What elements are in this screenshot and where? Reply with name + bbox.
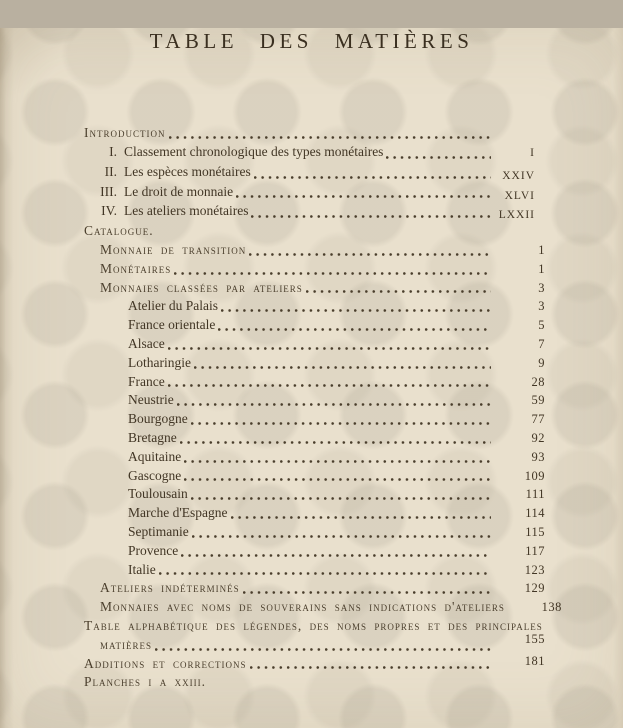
toc-row: [84, 655, 545, 674]
dot-leader: [177, 402, 491, 407]
dot-leader: [231, 515, 491, 520]
toc-row-page: LXXII: [498, 209, 535, 222]
toc-row: [84, 617, 545, 636]
toc-row-page: 1: [538, 243, 545, 258]
toc-row-label: Lotharingie: [128, 354, 191, 370]
toc-row-page: 28: [531, 374, 545, 389]
toc-row: [128, 429, 545, 448]
toc-row-label: Monnaies classées par ateliers: [100, 279, 303, 295]
toc-row-label: Ateliers indéterminés: [100, 580, 240, 596]
toc-row-page: 5: [538, 318, 545, 333]
toc-row: [128, 561, 545, 580]
dot-leader: [169, 135, 492, 140]
dot-leader: [250, 665, 492, 670]
toc-row: [100, 598, 562, 617]
dot-leader: [306, 289, 491, 294]
dot-leader: [181, 553, 491, 558]
toc-row-label: Monétaires: [100, 260, 172, 276]
toc-row-page: 59: [531, 393, 545, 408]
toc-row: [84, 222, 545, 241]
dot-leader: [191, 421, 491, 426]
toc-row-label: Bretagne: [128, 430, 177, 446]
toc-row: [100, 631, 545, 655]
toc-row-page: 181: [524, 653, 545, 668]
toc-row-label: Le droit de monnaie: [124, 183, 234, 199]
toc-row: [84, 202, 545, 222]
toc-row-label: France orientale: [128, 317, 216, 333]
toc-row: [128, 485, 545, 504]
toc-row: [128, 354, 545, 373]
toc-row-page: I: [530, 147, 535, 160]
toc-row: [84, 143, 545, 163]
toc-row: [128, 335, 545, 354]
toc-row-page: 117: [525, 543, 545, 558]
toc-row: [128, 504, 545, 523]
toc-row-label: Gascogne: [128, 467, 182, 483]
toc-row-label: Catalogue.: [84, 223, 154, 239]
toc-row: [128, 542, 545, 561]
toc-row: [100, 279, 545, 298]
toc-row-page: 138: [541, 600, 562, 615]
toc-row-page: 109: [524, 468, 545, 483]
toc-row-page: 129: [524, 581, 545, 596]
toc-row-label: Septimanie: [128, 524, 189, 540]
dot-leader: [243, 590, 491, 595]
toc-row: [128, 523, 545, 542]
dot-leader: [191, 496, 491, 501]
toc-row-label: Atelier du Palais: [128, 298, 218, 314]
toc-row-numeral: III.: [100, 183, 117, 199]
toc-row-label: Les ateliers monétaires: [124, 203, 249, 219]
dot-leader: [386, 155, 491, 160]
dot-leader: [254, 175, 491, 180]
toc-row-label: Table alphabétique des légendes, des noms propres et des principales: [84, 618, 543, 634]
dot-leader: [249, 252, 491, 257]
toc-row-page: 92: [531, 431, 545, 446]
dot-leader: [155, 647, 491, 652]
dot-leader: [251, 214, 491, 219]
toc-row: [84, 183, 545, 203]
toc-row-page: 9: [538, 355, 545, 370]
dot-leader: [180, 440, 491, 445]
toc-row-page: 3: [538, 299, 545, 314]
toc-row-page: 1: [538, 261, 545, 276]
toc-row-numeral: I.: [109, 144, 117, 160]
toc-row-label: Provence: [128, 542, 179, 558]
toc-row: [128, 467, 545, 486]
toc-row-label: Introduction: [84, 125, 166, 141]
toc-row-label: Aquitaine: [128, 448, 182, 464]
toc-row: [100, 241, 545, 260]
toc-row-label: France: [128, 373, 165, 389]
toc-row-label: Monnaies avec noms de souverains sans indications d'ateliers: [100, 599, 505, 615]
toc-row: [128, 297, 545, 316]
dot-leader: [168, 383, 491, 388]
toc-row-label: Neustrie: [128, 392, 174, 408]
toc-row-page: 155: [524, 631, 545, 646]
toc-row-label: Italie: [128, 561, 156, 577]
toc-row-page: 111: [525, 487, 545, 502]
table-of-contents: [84, 124, 562, 692]
toc-row-page: XXIV: [502, 169, 535, 182]
toc-row: [100, 579, 545, 598]
toc-row-label: Toulousain: [128, 486, 188, 502]
toc-row-label: Marche d'Espagne: [128, 505, 228, 521]
toc-row-page: 77: [531, 412, 545, 427]
dot-leader: [236, 194, 491, 199]
toc-row-page: 93: [531, 449, 545, 464]
toc-row-label: matières: [100, 636, 153, 652]
toc-row-page: 115: [525, 525, 545, 540]
dot-leader: [194, 365, 491, 370]
toc-row-page: 7: [538, 337, 545, 352]
book-page: [0, 28, 623, 728]
toc-row-page: XLVI: [504, 189, 535, 202]
toc-row-page: 123: [524, 562, 545, 577]
dot-leader: [192, 534, 491, 539]
toc-row: [128, 391, 545, 410]
toc-row-label: Monnaie de transition: [100, 242, 247, 258]
page-title: TABLE DES MATIÈRES: [149, 29, 474, 53]
dot-leader: [159, 571, 491, 576]
toc-row: [84, 163, 545, 183]
dot-leader: [174, 271, 491, 276]
toc-row: [128, 448, 545, 467]
toc-row: [128, 316, 545, 335]
toc-row-label: Additions et corrections: [84, 655, 247, 671]
toc-row-label: Alsace: [128, 336, 165, 352]
toc-row-numeral: IV.: [101, 203, 117, 219]
toc-row: [100, 260, 545, 279]
toc-row: [84, 124, 545, 143]
toc-row-numeral: II.: [104, 163, 117, 179]
dot-leader: [221, 308, 491, 313]
dot-leader: [184, 459, 491, 464]
toc-row: [128, 373, 545, 392]
toc-row: [128, 410, 545, 429]
toc-row-page: 114: [525, 506, 545, 521]
toc-row-page: 3: [538, 280, 545, 295]
toc-row-label: Classement chronologique des types monétaires: [124, 144, 384, 160]
toc-row-label: Planches i a xxiii.: [84, 674, 206, 690]
dot-leader: [168, 346, 491, 351]
toc-row-label: Les espèces monétaires: [124, 163, 251, 179]
toc-row-label: Bourgogne: [128, 411, 188, 427]
dot-leader: [218, 327, 491, 332]
toc-row: [84, 673, 545, 692]
dot-leader: [184, 477, 491, 482]
